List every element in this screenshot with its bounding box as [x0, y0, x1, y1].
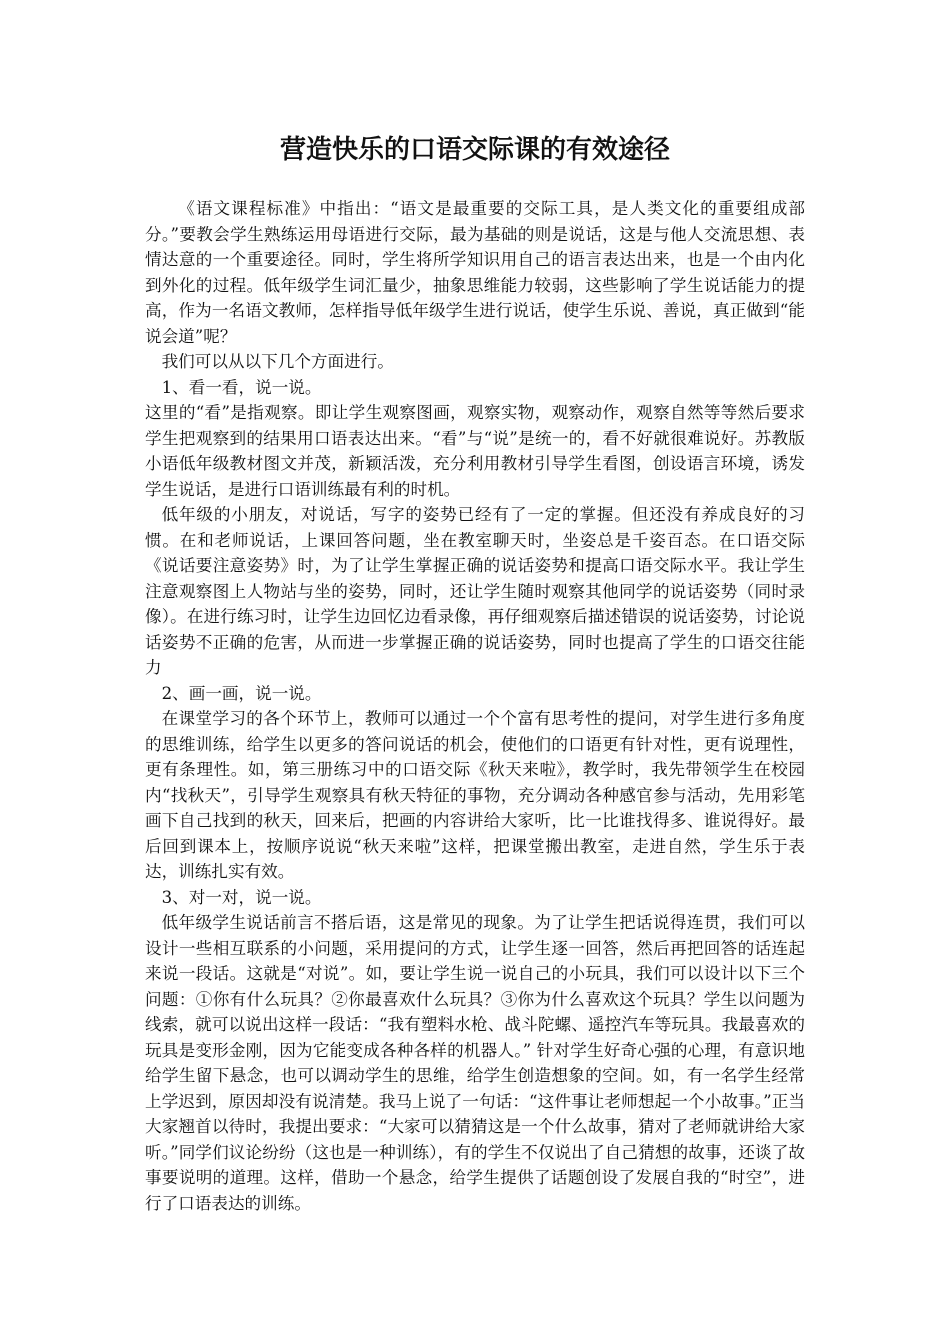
paragraph-observe: 这里的“看”是指观察。即让学生观察图画，观察实物，观察动作，观察自然等等然后要求学生把观察到的结果用口语表达出来。“看”与“说”是统一的，看不好就很难说好。苏教版小语低年级教材图文并茂，新颖活泼，充分利用教材引导学生看图，创设语言环境，诱发学生说话，是进行口语训练最有利的时机。: [145, 403, 805, 499]
document-page: [145, 130, 805, 1216]
heading-look-and-say: 1、看一看，说一说。: [161, 377, 322, 397]
paragraph-aspects: 我们可以从以下几个方面进行。: [161, 352, 394, 371]
document-body: [145, 196, 805, 1216]
document-title: 营造快乐的口语交际课的有效途径: [279, 135, 670, 165]
heading-draw-and-say: 2、画一画，说一说。: [161, 683, 322, 703]
heading-pair-and-say: 3、对一对，说一说。: [161, 887, 322, 907]
paragraph-posture: 低年级的小朋友，对说话，写字的姿势已经有了一定的掌握。但还没有养成良好的习惯。在和老师说话，上课回答问题，坐在教室聊天时，坐姿总是千姿百态。在口语交际《说话要注意姿势》时，为了让学生掌握正确的说话姿势和提高口语交际水平。我让学生注意观察图上人物站与坐的姿势，同时，还让学生随时观察其他同学的说话姿势（同时录像）。在进行练习时，让学生边回忆边看录像，再仔细观察后描述错误的说话姿势，讨论说话姿势不正确的危害，从而进一步掌握正确的说话姿势，同时也提高了学生的口语交往能力: [145, 505, 805, 677]
paragraph-dialogue: 低年级学生说话前言不搭后语，这是常见的现象。为了让学生把话说得连贯，我们可以设计一些相互联系的小问题，采用提问的方式，让学生逐一回答，然后再把回答的话连起来说一段话。这就是“对说”。如，要让学生说一说自己的小玩具，我们可以设计以下三个问题：①你有什么玩具？②你最喜欢什么玩具？③你为什么喜欢这个玩具？学生以问题为线索，就可以说出这样一段话：“我有塑料水枪、战斗陀螺、遥控汽车等玩具。我最喜欢的玩具是变形金刚，因为它能变成各种各样的机器人。” 针对学生好奇心强的心理，有意识地给学生留下悬念，也可以调动学生的思维，给学生创造想象的空间。如，有一名学生经常上学迟到，原因却没有说清楚。我马上说了一句话：“这件事让老师想起一个小故事。”正当大家翘首以待时，我提出要求：“大家可以猜猜这是一个什么故事，猜对了老师就讲给大家听。”同学们议论纷纷（这也是一种训练），有的学生不仅说出了自己猜想的故事，还谈了故事要说明的道理。这样，借助一个悬念，给学生提供了话题创设了发展自我的“时空”，进行了口语表达的训练。: [145, 913, 805, 1213]
paragraph-intro: 《语文课程标准》中指出：“语文是最重要的交际工具，是人类文化的重要组成部分。”要教会学生熟练运用母语进行交际，最为基础的则是说话，这是与他人交流思想、表情达意的一个重要途径。同时，学生将所学知识用自己的语言表达出来，也是一个由内化到外化的过程。低年级学生词汇量少，抽象思维能力较弱，这些影响了学生说话能力的提高，作为一名语文教师，怎样指导低年级学生进行说话，使学生乐说、善说，真正做到“能说会道”呢？: [145, 199, 805, 346]
paragraph-autumn: 在课堂学习的各个环节上，教师可以通过一个个富有思考性的提问，对学生进行多角度的思维训练，给学生以更多的答问说话的机会，使他们的口语更有针对性，更有说理性，更有条理性。如，第三册练习中的口语交际《秋天来啦》，教学时，我先带领学生在校园内“找秋天”，引导学生观察具有秋天特征的事物，充分调动各种感官参与活动，先用彩笔画下自己找到的秋天，回来后，把画的内容讲给大家听，比一比谁找得多、谁说得好。最后回到课本上，按顺序说说“秋天来啦”这样，把课堂搬出教室，走进自然，学生乐于表达，训练扎实有效。: [145, 709, 805, 881]
